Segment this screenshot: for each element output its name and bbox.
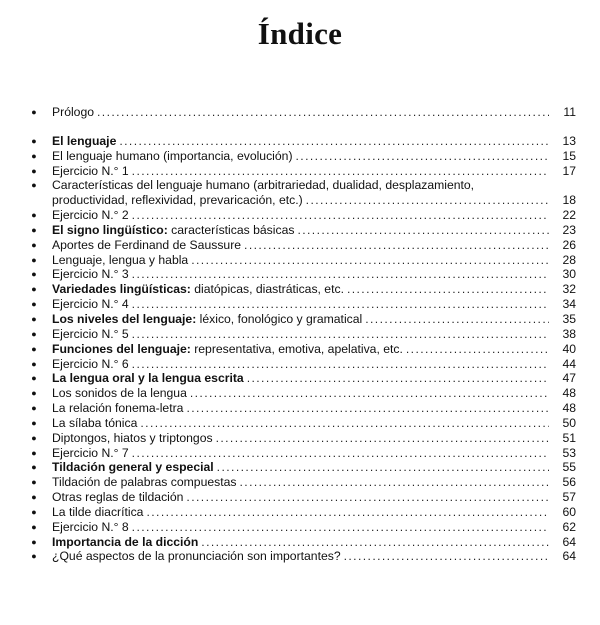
toc-entry (28, 282, 576, 297)
toc-entry-text: Los sonidos de la lengua (52, 386, 187, 401)
toc-page-number: 64 (562, 549, 576, 564)
toc-entry-label (52, 164, 129, 179)
toc-entry (28, 416, 576, 431)
toc-entry-text: La relación fonema-letra (52, 401, 184, 416)
toc-entry (28, 520, 576, 535)
toc-entry (28, 208, 576, 223)
toc-entry-text: Ejercicio N.° 8 (52, 519, 129, 534)
toc-entry-label (52, 475, 237, 490)
toc-entry-label (52, 208, 129, 223)
toc-entry-label (52, 401, 183, 416)
toc-entry (28, 312, 576, 327)
toc-page-number: 11 (563, 105, 576, 119)
toc-page-number: 30 (562, 267, 576, 282)
toc-entry-text: Ejercicio N.° 1 (52, 163, 129, 178)
toc-entry (28, 297, 576, 312)
dot-leader (190, 386, 549, 401)
toc-entry-text: Ejercicio N.° 6 (52, 356, 129, 371)
toc-page-number: 47 (562, 371, 576, 386)
toc-entry-text: diatópicas, diastráticas, etc. (190, 282, 344, 297)
toc-entry-label (52, 520, 129, 535)
toc-entry-label (52, 105, 94, 120)
toc-entry-label (52, 431, 213, 446)
bullet-icon: ● (31, 358, 37, 369)
toc-page-number: 55 (562, 460, 576, 475)
toc-entry-text: Ejercicio N.° 7 (52, 445, 129, 460)
bullet-icon: ● (31, 313, 37, 324)
toc-entry-text: Otras reglas de tildación (52, 490, 184, 505)
toc-entry (28, 105, 576, 120)
toc-entry (28, 446, 576, 461)
bullet-icon: ● (31, 492, 37, 503)
toc-entry (28, 267, 576, 282)
toc-page-number: 48 (562, 386, 576, 401)
toc-entry (28, 386, 576, 401)
toc-entry-text: ¿Qué aspectos de la pronunciación son importantes? (52, 549, 341, 564)
toc-page-number: 13 (562, 133, 576, 148)
toc-page-number: 50 (562, 415, 576, 430)
bullet-icon: ● (31, 536, 37, 547)
bullet-icon: ● (31, 551, 37, 562)
toc-entry (28, 253, 576, 268)
toc-page-number: 34 (562, 297, 576, 312)
toc-entry (28, 134, 576, 149)
toc-entry-text: Prólogo (52, 105, 95, 119)
dot-leader (186, 401, 549, 416)
toc-entry-label (52, 446, 129, 461)
bullet-icon: ● (31, 239, 37, 250)
toc-entry-label (52, 149, 293, 164)
toc-entry-text: Ejercicio N.° 3 (52, 267, 129, 282)
toc-page-number: 17 (562, 163, 576, 178)
dot-leader (217, 460, 549, 475)
toc-page-number: 22 (562, 208, 576, 223)
toc-entry-heading: Tildación general y especial (52, 460, 214, 475)
toc-entry-label (52, 267, 129, 282)
dot-leader (132, 327, 549, 342)
toc-page-number: 32 (562, 282, 576, 297)
toc-entry-text: La tilde diacrítica (52, 504, 144, 519)
toc-entry-label (52, 297, 129, 312)
toc-entry-label (52, 386, 187, 401)
dot-leader (97, 105, 549, 120)
toc-entry (28, 149, 576, 164)
bullet-icon: ● (31, 210, 37, 221)
toc-entry-label (52, 134, 116, 149)
bullet-icon: ● (31, 343, 37, 354)
toc-entry-text: Tildación de palabras compuestas (52, 475, 237, 490)
toc-entry (28, 371, 576, 386)
toc-entry-heading: Variedades lingüísticas: (52, 282, 191, 297)
toc-entry-text: léxico, fonológico y gramatical (196, 311, 363, 326)
toc-entry (28, 223, 576, 238)
bullet-icon: ● (31, 107, 37, 117)
toc-page-number: 18 (562, 193, 576, 208)
toc-entry-label-line: Características del lenguaje humano (arbitrariedad, dualidad, desplazamiento, (52, 178, 475, 193)
bullet-icon: ● (31, 403, 37, 414)
toc-entry (28, 549, 576, 564)
bullet-icon: ● (31, 417, 37, 428)
toc-entry (28, 327, 576, 342)
toc-page-number: 35 (562, 311, 576, 326)
toc-entry-heading: Los niveles del lenguaje: (52, 311, 197, 326)
dot-leader (191, 253, 549, 268)
dot-leader (186, 490, 549, 505)
toc-entry-label (52, 253, 188, 268)
bullet-icon: ● (31, 254, 37, 265)
toc-page-number: 28 (562, 252, 576, 267)
toc-entry-label (52, 193, 303, 208)
toc-entry-label (52, 371, 244, 386)
dot-leader (132, 164, 549, 179)
toc-entry-text: Aportes de Ferdinand de Saussure (52, 237, 242, 252)
toc-entry-label (52, 460, 214, 475)
dot-leader (365, 312, 549, 327)
toc-entry-label (52, 282, 344, 297)
dot-leader (344, 549, 549, 564)
toc-entry-text: Diptongos, hiatos y triptongos (52, 430, 213, 445)
dot-leader (132, 357, 549, 372)
toc-entry-label (52, 238, 241, 253)
toc-entry-text: La sílaba tónica (52, 415, 138, 430)
toc-entry-text: representativa, emotiva, apelativa, etc. (190, 341, 403, 356)
toc-entry-label (52, 549, 341, 564)
toc-entry-label (52, 505, 143, 520)
toc-entry-text: El lenguaje humano (importancia, evolución) (52, 148, 293, 163)
bullet-icon: ● (31, 506, 37, 517)
dot-leader (201, 535, 549, 550)
bullet-icon: ● (31, 447, 37, 458)
toc-page-number: 64 (562, 534, 576, 549)
toc-entry-label (52, 490, 183, 505)
toc-entry-heading: El lenguaje (52, 133, 117, 148)
toc-entry-text: características básicas (167, 222, 295, 237)
toc-page-number: 56 (562, 475, 576, 490)
bullet-icon: ● (31, 269, 37, 280)
toc-entry-label (52, 416, 137, 431)
toc-entry (28, 401, 576, 416)
toc-page-number: 23 (562, 222, 576, 237)
toc-entry (28, 490, 576, 505)
dot-leader (296, 149, 549, 164)
dot-leader (240, 475, 550, 490)
bullet-icon: ● (31, 328, 37, 339)
dot-leader (140, 416, 549, 431)
toc-page-number: 62 (562, 519, 576, 534)
toc-entry (28, 164, 576, 179)
toc-entry-label (52, 223, 294, 238)
toc-entry (28, 475, 576, 490)
dot-leader (132, 297, 549, 312)
dot-leader (132, 520, 549, 535)
page-title: Índice (257, 16, 343, 51)
bullet-icon: ● (31, 150, 37, 161)
dot-leader (132, 208, 549, 223)
toc-page-number: 40 (562, 341, 576, 356)
dot-leader (216, 431, 549, 446)
toc-entry-text: Ejercicio N.° 4 (52, 297, 129, 312)
toc-entry-label (52, 342, 403, 357)
bullet-icon: ● (31, 224, 37, 235)
toc-page-number: 51 (562, 430, 576, 445)
bullet-icon: ● (31, 432, 37, 443)
toc-entry-heading: El signo lingüístico: (52, 222, 168, 237)
toc-entry-text: productividad, reflexividad, prevaricación, etc.) (52, 193, 303, 208)
bullet-icon: ● (31, 373, 37, 384)
toc-entry (28, 460, 576, 475)
toc-entry (28, 505, 576, 520)
dot-leader (146, 505, 549, 520)
toc-page-number: 38 (562, 326, 576, 341)
toc-entry-text: Lenguaje, lengua y habla (52, 252, 189, 267)
dot-leader (297, 223, 549, 238)
toc-entry-text: Ejercicio N.° 2 (52, 208, 129, 223)
toc-entry (28, 178, 576, 208)
toc-entry (28, 535, 576, 550)
toc-entry-heading: Importancia de la dicción (52, 534, 199, 549)
dot-leader (406, 342, 549, 357)
bullet-icon: ● (31, 299, 37, 310)
toc-entry (28, 357, 576, 372)
toc-entry-label (52, 312, 362, 327)
toc-entry-heading: La lengua oral y la lengua escrita (52, 371, 244, 386)
dot-leader (119, 134, 549, 149)
dot-leader (132, 446, 549, 461)
bullet-icon: ● (31, 165, 37, 176)
dot-leader (247, 371, 549, 386)
toc-entry-label (52, 535, 198, 550)
toc-page-number: 44 (562, 356, 576, 371)
toc-entry-label (52, 357, 129, 372)
toc-page-number: 60 (562, 504, 576, 519)
table-of-contents (28, 105, 576, 564)
dot-leader (244, 238, 549, 253)
toc-entry-heading: Funciones del lenguaje: (52, 341, 191, 356)
toc-page-number: 15 (562, 148, 576, 163)
toc-entry-label (52, 327, 129, 342)
bullet-icon: ● (31, 462, 37, 473)
toc-page-number: 26 (562, 237, 576, 252)
toc-entry-text: Ejercicio N.° 5 (52, 326, 129, 341)
bullet-icon: ● (31, 135, 37, 146)
toc-page-number: 57 (562, 490, 576, 505)
bullet-icon: ● (31, 521, 37, 532)
bullet-icon: ● (31, 180, 37, 191)
toc-page-number: 53 (562, 445, 576, 460)
toc-entry (28, 342, 576, 357)
bullet-icon: ● (31, 388, 37, 399)
dot-leader (306, 193, 549, 208)
toc-entry (28, 238, 576, 253)
dot-leader (132, 267, 549, 282)
bullet-icon: ● (31, 284, 37, 295)
bullet-icon: ● (31, 477, 37, 488)
toc-entry (28, 431, 576, 446)
dot-leader (347, 282, 549, 297)
toc-page-number: 48 (562, 401, 576, 416)
